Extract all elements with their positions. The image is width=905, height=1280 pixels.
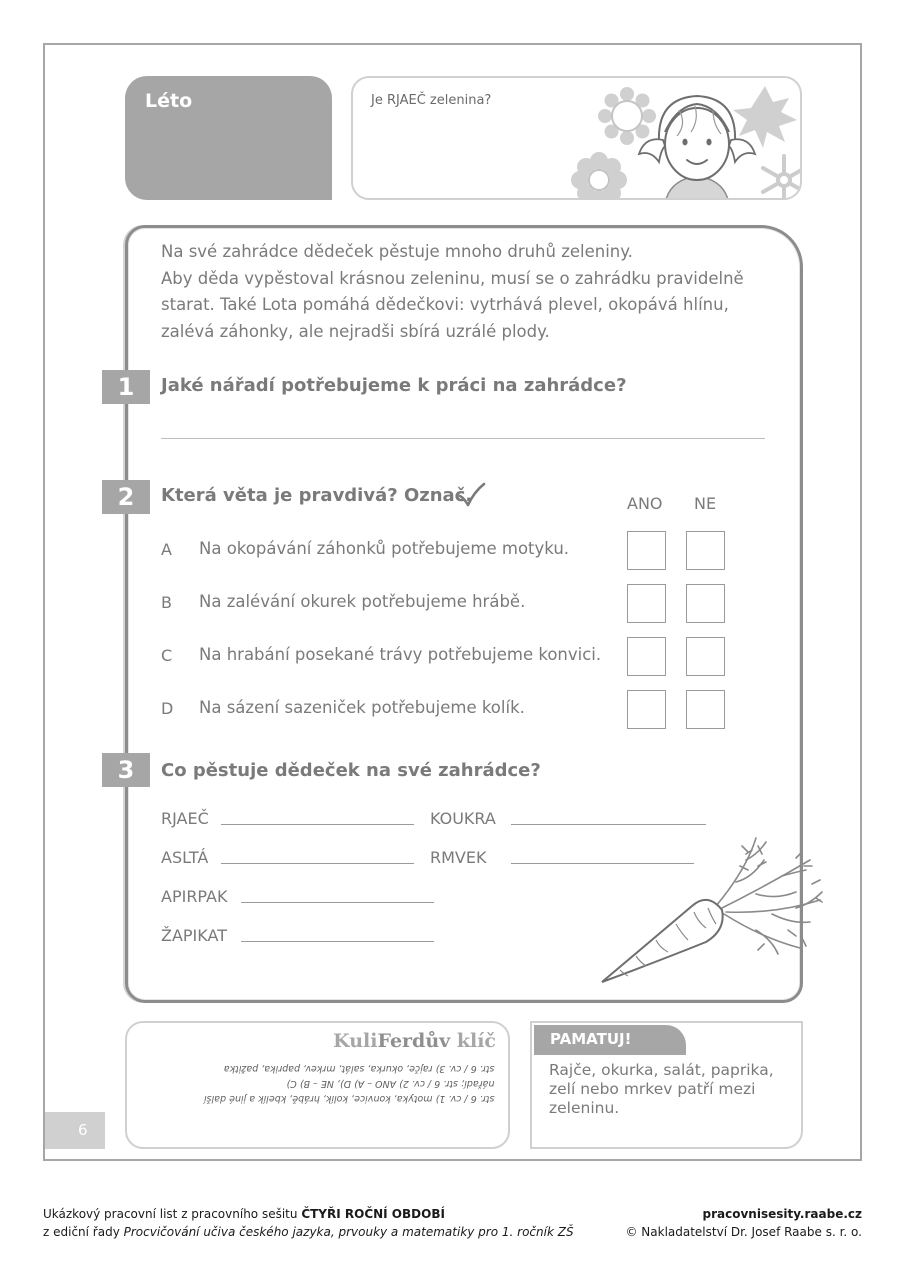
task3-number: 3 xyxy=(102,753,150,787)
remember-tab xyxy=(534,1025,686,1055)
remember-title: PAMATUJ! xyxy=(550,1030,632,1048)
answer-key-line: str. 6 / cv. 1) motyka, konvice, kolík, hrábě, kbelík a jiné další xyxy=(203,1093,494,1104)
row-statement: Na hrabání posekané trávy potřebujeme konvici. xyxy=(199,645,602,664)
answer-key-line: str. 6 / cv. 3) rajče, okurka, salát, mrkev, paprika, pažitka xyxy=(223,1063,494,1074)
intro-line: zalévá záhonky, ale nejradši sbírá uzrálé plody. xyxy=(161,321,550,341)
remember-box xyxy=(530,1021,803,1149)
task3-title: Co pěstuje dědeček na své zahrádce? xyxy=(161,760,541,781)
header-question-box xyxy=(351,76,802,200)
footer-right xyxy=(625,1205,862,1241)
task2-title: Která věta je pravdivá? Označ. xyxy=(161,485,473,506)
scrambled-word: KOUKRA xyxy=(430,809,496,828)
footer-copyright: © Nakladatelství Dr. Josef Raabe s. r. o. xyxy=(625,1225,862,1239)
answer-key-title: KuliFerdův klíč xyxy=(333,1030,496,1052)
column-no-label: NE xyxy=(694,494,717,513)
leaf-icon xyxy=(733,86,797,148)
word-answer-line[interactable] xyxy=(511,824,706,825)
header-question: Je RJAEČ zelenina? xyxy=(371,93,492,108)
footer-website-link[interactable]: pracovnisesity.raabe.cz xyxy=(702,1207,862,1221)
yes-checkbox-a[interactable] xyxy=(627,531,666,570)
row-letter: A xyxy=(161,540,172,559)
scrambled-word: ASLTÁ xyxy=(161,848,209,867)
row-statement: Na zalévání okurek potřebujeme hrábě. xyxy=(199,592,526,611)
intro-line: Na své zahrádce dědeček pěstuje mnoho druhů zeleniny. xyxy=(161,242,633,261)
scrambled-word: RMVEK xyxy=(430,848,487,867)
intro-line: Aby děda vypěstoval krásnou zeleninu, musí se o zahrádku pravidelně xyxy=(161,268,744,288)
task1-title: Jaké nářadí potřebujeme k práci na zahrádce? xyxy=(161,375,627,396)
answer-key-line: nářadí; str. 6 / cv. 2) ANO – A) D), NE – B) C) xyxy=(285,1078,494,1089)
task1-number: 1 xyxy=(102,370,150,404)
yes-checkbox-c[interactable] xyxy=(627,637,666,676)
no-checkbox-c[interactable] xyxy=(686,637,725,676)
answer-key-upside-down-text xyxy=(204,1061,494,1106)
row-letter: C xyxy=(161,646,173,665)
intro-line: starat. Také Lota pomáhá dědečkovi: vytrhává plevel, okopává hlínu, xyxy=(161,295,729,314)
scrambled-word: ŽAPIKAT xyxy=(161,926,227,945)
checkmark-icon xyxy=(458,482,486,508)
page-number: 6 xyxy=(78,1121,88,1139)
no-checkbox-b[interactable] xyxy=(686,584,725,623)
yes-checkbox-d[interactable] xyxy=(627,690,666,729)
snowflake-icon xyxy=(763,156,802,200)
word-answer-line[interactable] xyxy=(241,941,434,942)
answer-key-box xyxy=(125,1021,510,1149)
season-title: Léto xyxy=(145,90,193,112)
no-checkbox-a[interactable] xyxy=(686,531,725,570)
season-tab xyxy=(125,76,332,200)
intro-text xyxy=(161,239,744,345)
scrambled-word: RJAEČ xyxy=(161,809,209,828)
word-answer-line[interactable] xyxy=(221,824,414,825)
no-checkbox-d[interactable] xyxy=(686,690,725,729)
footer-line-2: z ediční řady Procvičování učiva českého jazyka, prvouky a matematiky pro 1. ročník ZŠ xyxy=(43,1225,574,1239)
task1-answer-line[interactable] xyxy=(161,438,765,439)
carrot-icon xyxy=(596,830,831,990)
row-statement: Na sázení sazeniček potřebujeme kolík. xyxy=(199,698,525,717)
yes-checkbox-b[interactable] xyxy=(627,584,666,623)
row-statement: Na okopávání záhonků potřebujeme motyku. xyxy=(199,539,570,558)
flower-icon xyxy=(571,152,627,200)
column-yes-label: ANO xyxy=(627,494,663,513)
page-number-box xyxy=(45,1112,105,1149)
sun-flower-icon xyxy=(598,87,656,145)
word-answer-line[interactable] xyxy=(221,863,414,864)
word-answer-line[interactable] xyxy=(241,902,434,903)
remember-text: Rajče, okurka, salát, paprika, zelí nebo mrkev patří mezi zeleninu. xyxy=(549,1061,774,1117)
task2-number: 2 xyxy=(102,480,150,514)
scrambled-word: APIRPAK xyxy=(161,887,228,906)
footer-left xyxy=(43,1205,574,1241)
footer-line-1: Ukázkový pracovní list z pracovního sešitu ČTYŘI ROČNÍ OBDOBÍ xyxy=(43,1207,445,1221)
row-letter: D xyxy=(161,699,174,718)
row-letter: B xyxy=(161,593,172,612)
girl-flowers-illustration xyxy=(567,80,802,200)
